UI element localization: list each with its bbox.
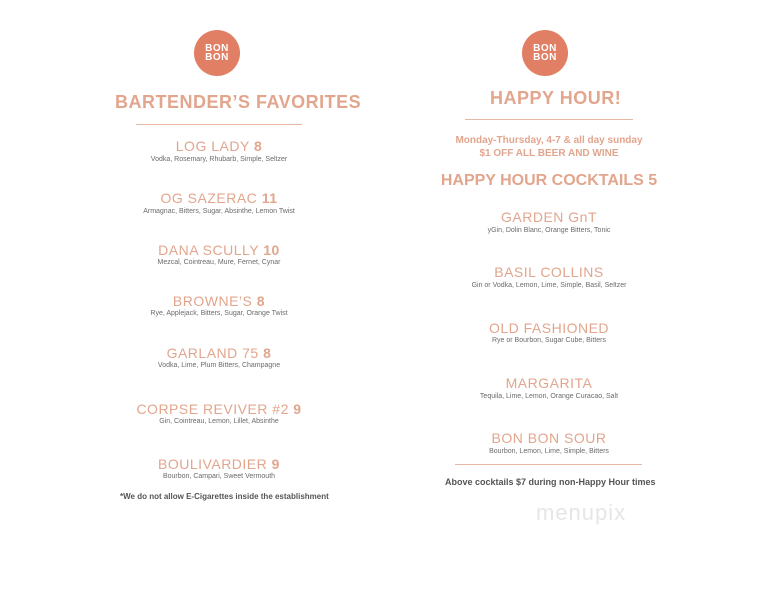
menupix-watermark: menupix <box>536 500 627 525</box>
menu-item-name: BON BON SOUR <box>491 430 607 446</box>
menu-item-desc: Armagnac, Bitters, Sugar, Absinthe, Lemon Twist <box>143 208 295 215</box>
non-happy-hour-note: Above cocktails $7 during non-Happy Hour times <box>445 477 656 487</box>
menu-item-name: MARGARITA <box>505 375 593 391</box>
menu-item-desc: yGin, Dolin Blanc, Orange Bitters, Tonic <box>487 227 611 234</box>
happy-hour-cocktails-heading: HAPPY HOUR COCKTAILS 5 <box>440 172 658 189</box>
logo-right <box>522 30 568 76</box>
menu-item-desc: Vodka, Lime, Plum Bitters, Champagne <box>157 362 281 369</box>
menu-item-desc: Mezcal, Cointreau, Mure, Fernet, Cynar <box>157 259 281 266</box>
logo-text: BON <box>205 43 229 54</box>
menu-item-desc: Rye, Applejack, Bitters, Sugar, Orange Twist <box>150 310 288 317</box>
menu-item-name: BOULIVARDIER 9 <box>158 456 280 472</box>
menu-item-name: OG SAZERAC 11 <box>160 190 278 206</box>
happy-hour-beer-wine: $1 OFF ALL BEER AND WINE <box>479 148 619 159</box>
divider <box>136 124 302 125</box>
menu-item-desc: Bourbon, Lemon, Lime, Simple, Bitters <box>489 448 609 455</box>
logo-left <box>194 30 240 76</box>
logo-text: BON <box>533 43 557 54</box>
divider <box>455 464 642 465</box>
happy-hour-schedule: Monday-Thursday, 4-7 & all day sunday <box>455 135 643 146</box>
bartenders-favorites-heading: BARTENDER’S FAVORITES <box>115 92 362 112</box>
menu-item-name: BASIL COLLINS <box>494 264 604 280</box>
menu-item-desc: Rye or Bourbon, Sugar Cube, Bitters <box>491 337 607 344</box>
menu-item-desc: Gin or Vodka, Lemon, Lime, Simple, Basil, Seltzer <box>471 282 627 289</box>
menu-item-name: BROWNE’S 8 <box>172 293 266 309</box>
menu-item-name: DANA SCULLY 10 <box>158 242 280 258</box>
menu-item-desc: Vodka, Rosemary, Rhubarb, Simple, Seltzer <box>150 156 288 163</box>
menu-item-name: LOG LADY 8 <box>175 138 263 154</box>
menu-item-name: GARDEN GnT <box>500 209 598 225</box>
menu-item-desc: Gin, Cointreau, Lemon, Lillet, Absinthe <box>159 418 279 425</box>
logo-text: BON <box>205 52 229 63</box>
menu-item-desc: Tequila, Lime, Lemon, Orange Curacao, Salt <box>479 393 619 400</box>
logo-text: BON <box>533 52 557 63</box>
menu-item-desc: Bourbon, Campari, Sweet Vermouth <box>162 473 276 480</box>
menu-item-name: GARLAND 75 8 <box>166 345 272 361</box>
e-cigarette-note: *We do not allow E-Cigarettes inside the establishment <box>120 492 329 501</box>
happy-hour-heading: HAPPY HOUR! <box>490 88 622 108</box>
menu-item-name: CORPSE REVIVER #2 9 <box>136 401 302 417</box>
menu-item-name: OLD FASHIONED <box>488 320 610 336</box>
divider <box>465 119 633 120</box>
